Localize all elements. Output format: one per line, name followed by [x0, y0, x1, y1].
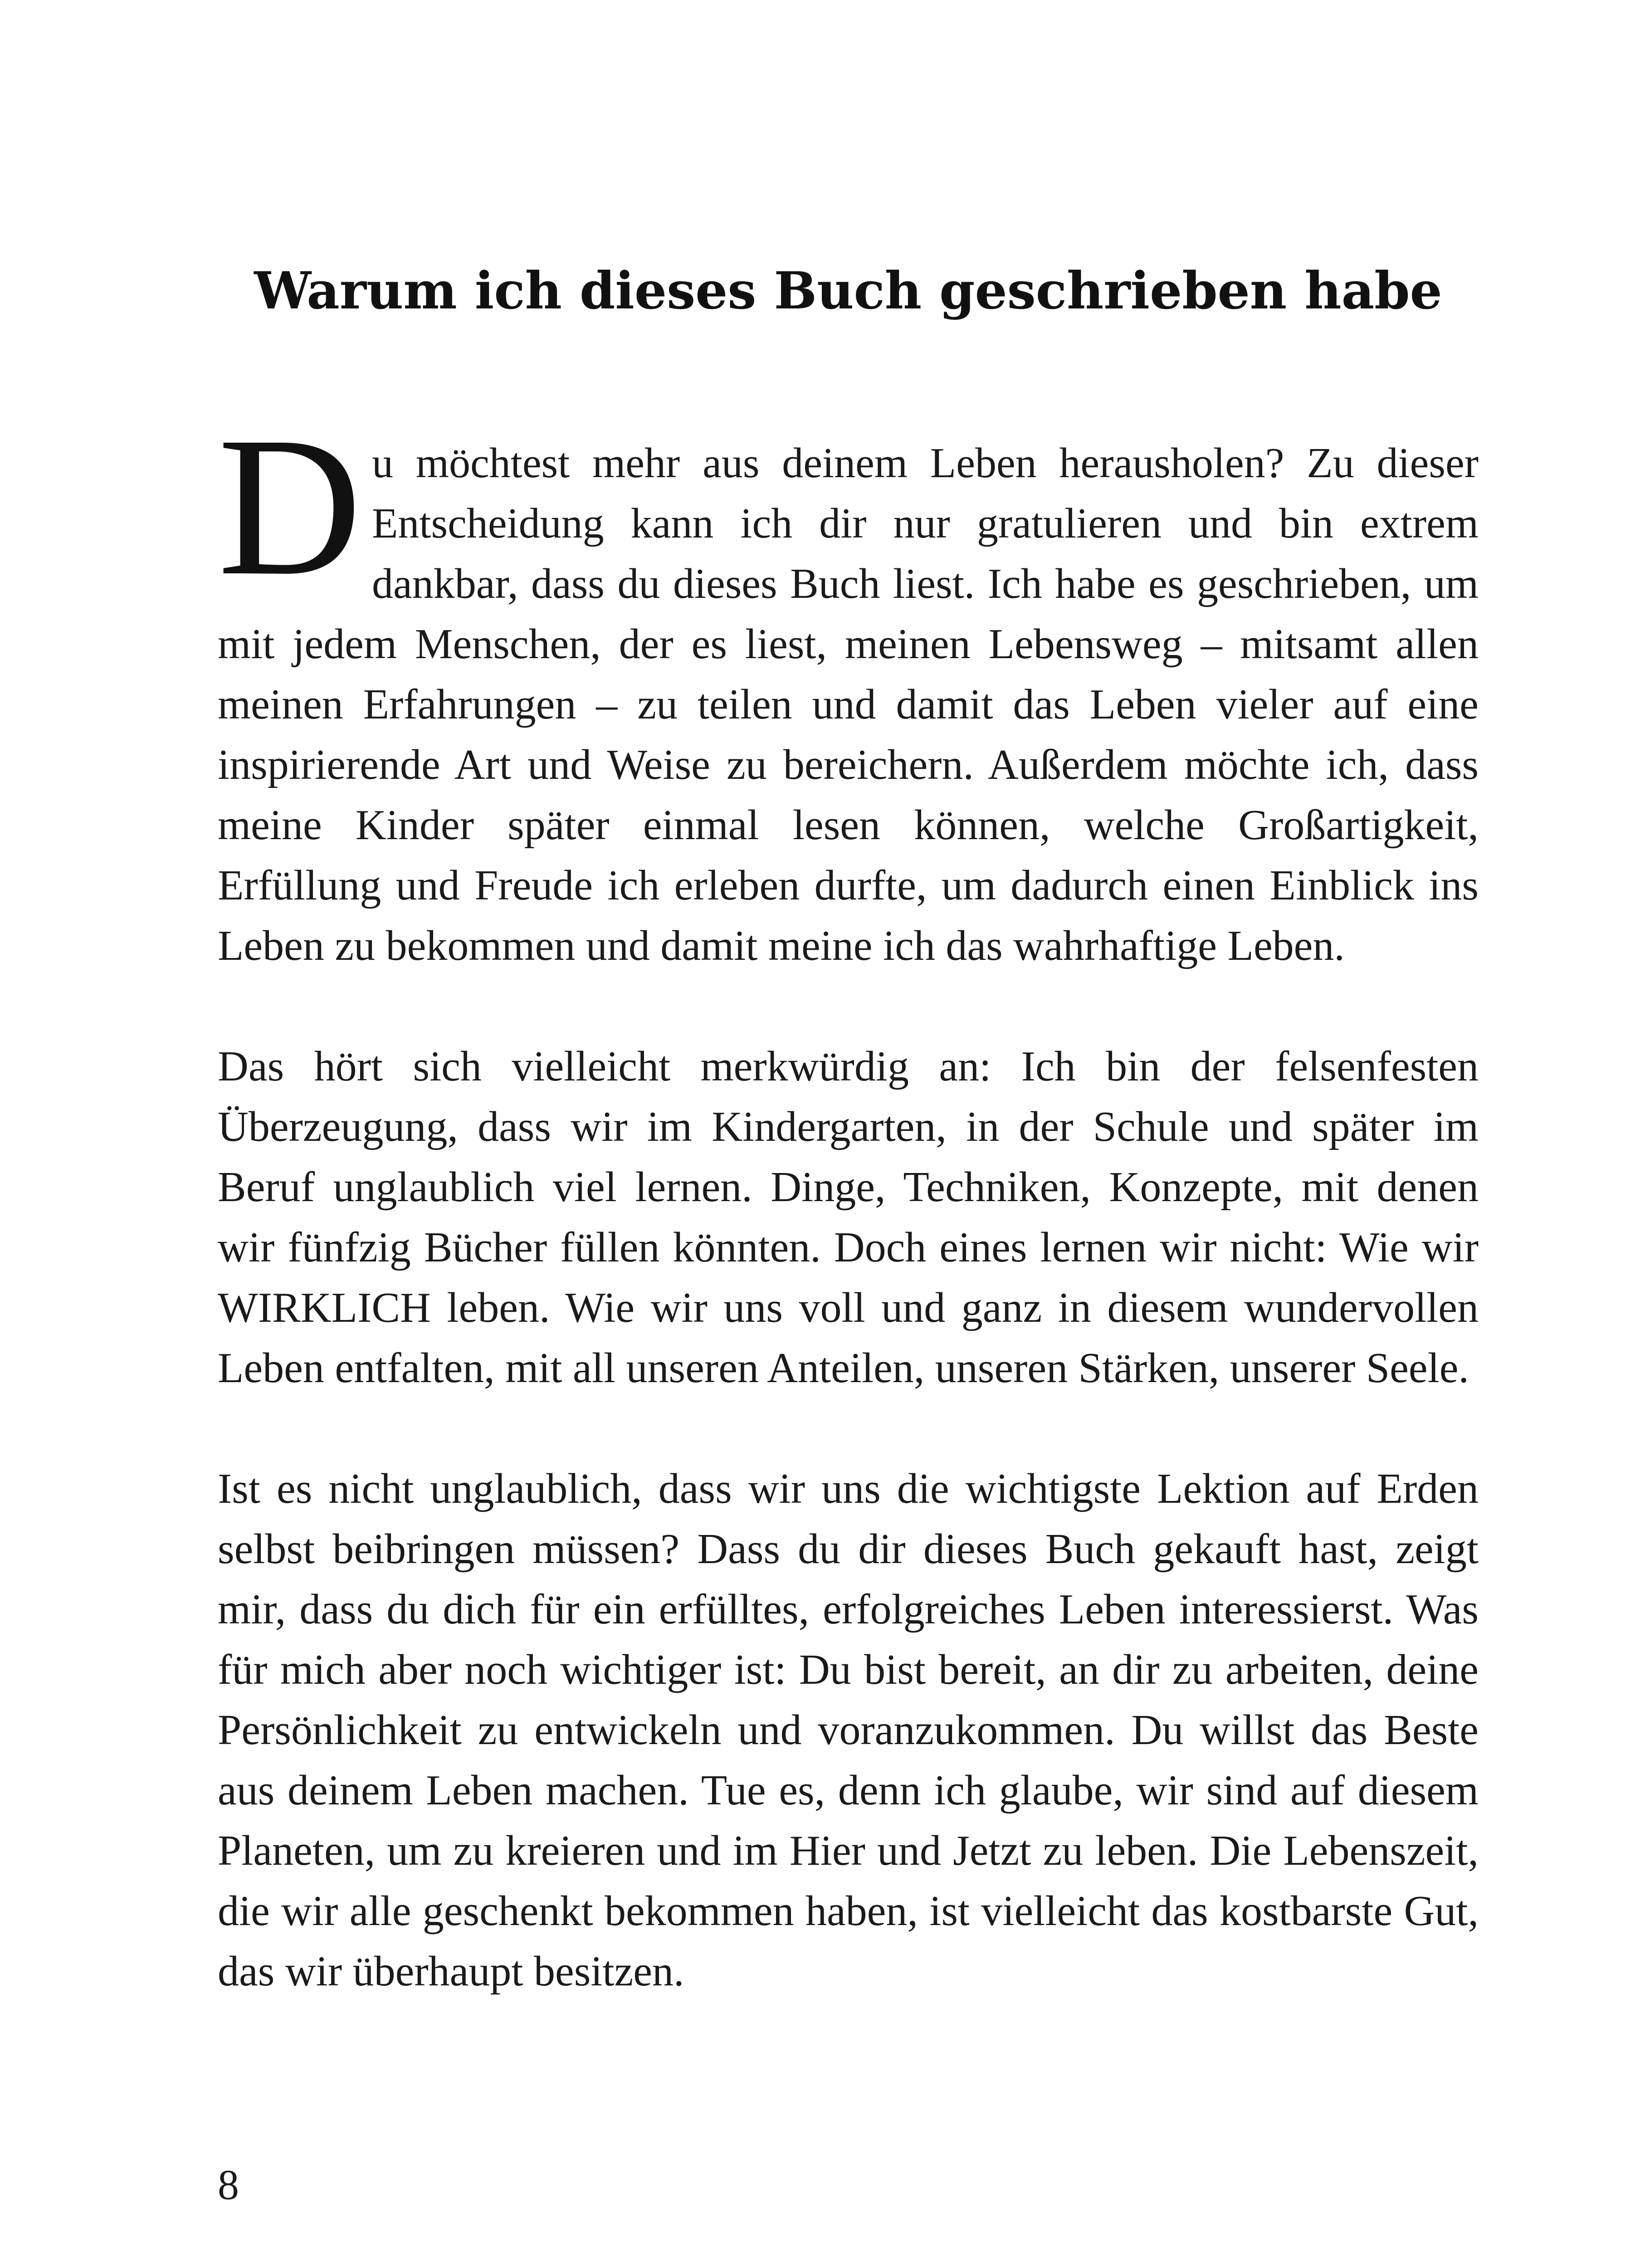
- paragraph-1: [218, 396, 1479, 976]
- chapter-title: Warum ich dieses Buch geschrieben habe: [254, 261, 1442, 321]
- paragraph-1-text: u möchtest mehr aus deinem Leben herausholen? Zu dieser Entscheidung kann ich dir nur gratulieren und bin extrem dankbar, dass du dieses Buch liest. Ich habe es geschrieben, um mit jedem Menschen, der es liest, meinen Lebensweg – mitsamt allen meinen Erfahrungen – zu teilen und damit das Leben vieler auf eine inspirierende Art und Weise zu bereichern. Außerdem möchte ich, dass meine Kinder später einmal lesen können, welche Großartigkeit, Erfüllung und Freude ich erleben durfte, um dadurch einen Einblick ins Leben zu bekommen und damit meine ich das wahrhaftige Leben.: [218, 440, 1479, 969]
- drop-cap-box: [218, 396, 372, 617]
- drop-cap: D: [218, 396, 362, 617]
- chapter-body: [218, 396, 1479, 2002]
- paragraph-3: Ist es nicht unglaublich, dass wir uns die wichtigste Lektion auf Erden selbst beibringen müssen? Dass du dir dieses Buch gekauft hast, zeigt mir, dass du dich für ein erfülltes, erfolgreiches Leben interessierst. Was für mich aber noch wichtiger ist: Du bist bereit, an dir zu arbeiten, deine Persönlichkeit zu entwickeln und voranzukommen. Du willst das Beste aus deinem Leben machen. Tue es, denn ich glaube, wir sind auf diesem Planeten, um zu kreieren und im Hier und Jetzt zu leben. Die Lebenszeit, die wir alle geschenkt bekommen haben, ist vielleicht das kostbarste Gut, das wir überhaupt besitzen.: [218, 1465, 1479, 1995]
- paragraph-2: Das hört sich vielleicht merkwürdig an: Ich bin der felsenfesten Überzeugung, dass wir im Kindergarten, in der Schule und später im Beruf unglaublich viel lernen. Dinge, Techniken, Konzepte, mit denen wir fünfzig Bücher füllen könnten. Doch eines lernen wir nicht: Wie wir WIRKLICH leben. Wie wir uns voll und ganz in diesem wundervollen Leben entfalten, mit all unseren Anteilen, unseren Stärken, unserer Seele.: [218, 1043, 1479, 1392]
- page-number: 8: [218, 2161, 239, 2209]
